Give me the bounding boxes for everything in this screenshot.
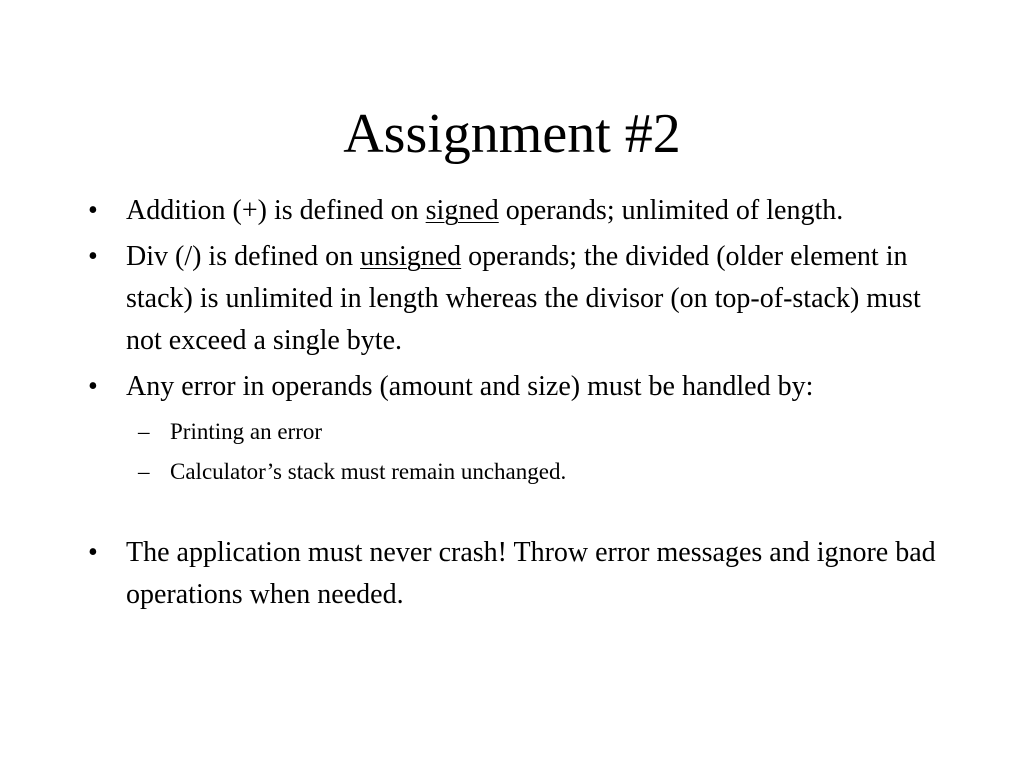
bullet-icon: • [88,241,98,272]
bullet-text: operands; unlimited of length. [498,195,844,226]
bullet-text: Addition (+) is defined on [126,195,426,226]
bullet-item-div [88,236,948,362]
bullet-item-errors [88,366,948,492]
bullet-text: The application must never crash! Throw error messages and ignore bad operations when needed. [126,537,936,610]
bullet-emphasis: unsigned [360,241,462,272]
sub-bullet-list [126,412,948,492]
bullet-text: Div (/) is defined on [126,241,361,272]
sub-bullet-item [126,452,948,492]
bullet-item-crash [88,532,948,616]
bullet-icon: • [88,195,98,226]
dash-icon: – [138,459,150,484]
bullet-icon: • [88,537,98,568]
bullet-list [88,190,948,620]
sub-bullet-text: Printing an error [170,419,323,444]
dash-icon: – [138,419,150,444]
bullet-text: Any error in operands (amount and size) must be handled by: [126,371,814,402]
slide-title: Assignment #2 [343,103,681,165]
bullet-text: operands; the divided (older element in stack) is unlimited in length whereas the divisor (on top-of-stack) must not exceed a single byte. [126,241,921,356]
spacer [88,496,948,532]
bullet-icon: • [88,371,98,402]
bullet-emphasis: signed [425,195,499,226]
sub-bullet-item [126,412,948,452]
bullet-item-addition [88,190,948,232]
sub-bullet-text: Calculator’s stack must remain unchanged. [170,459,567,484]
